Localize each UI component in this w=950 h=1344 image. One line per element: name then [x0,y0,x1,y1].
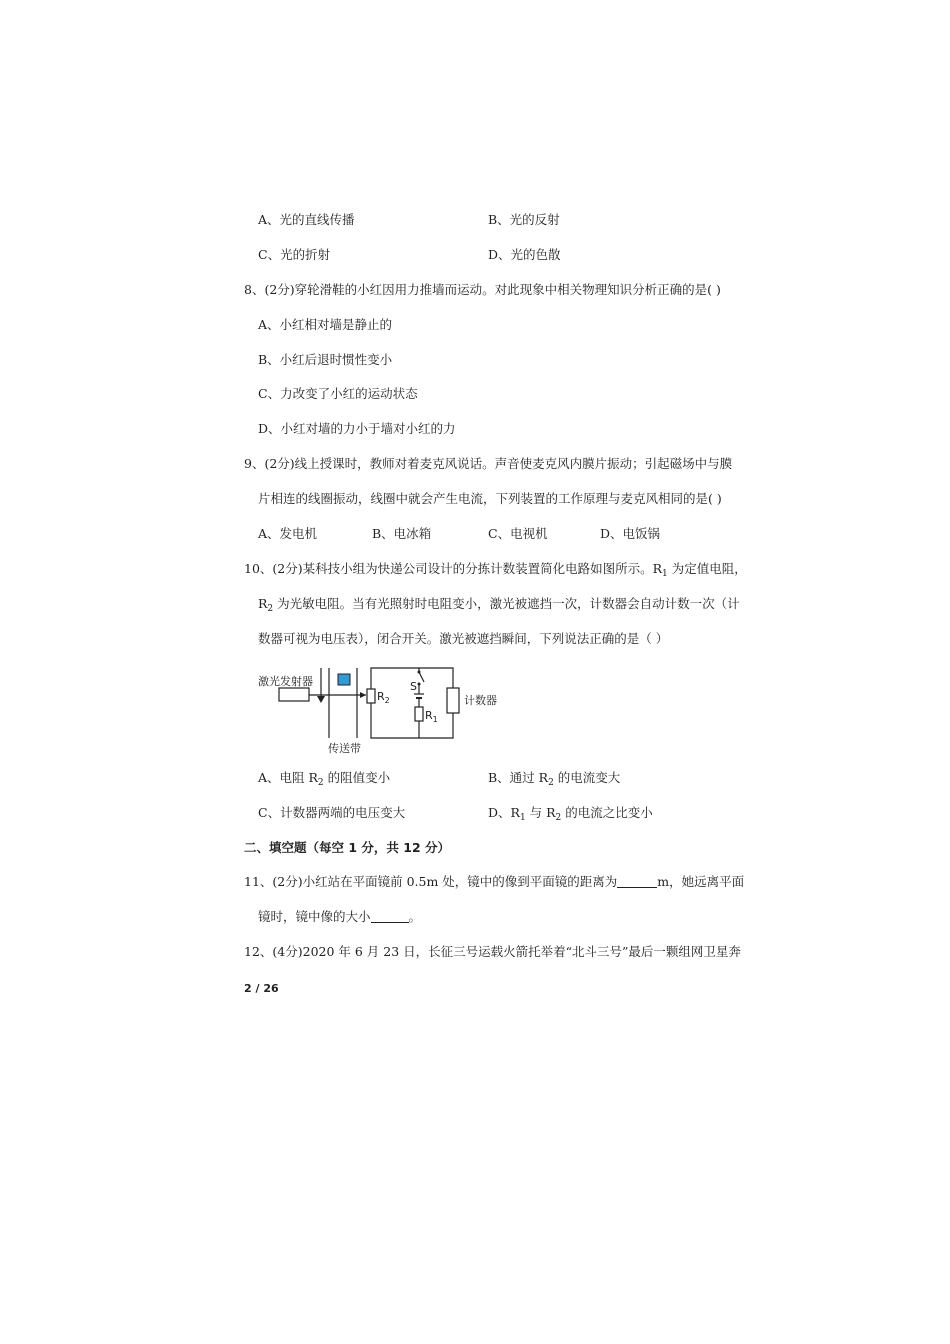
light-arrow-icon [317,696,325,703]
counter-label: 计数器 [464,694,497,707]
counter-box [447,688,459,713]
q9-stem-line2: 片相连的线圈振动，线圈中就会产生电流，下列装置的工作原理与麦克风相同的是( ) [258,491,722,506]
conveyor-belt-label: 传送带 [328,742,361,755]
r2-label: $R_2$ [377,690,390,705]
q7-option-b: B、光的反射 [488,212,560,227]
q8-option-b: B、小红后退时惯性变小 [258,352,393,367]
q10-option-b: B、通过 $R_2$ 的电流变大 [488,770,621,788]
q7-option-a: A、光的直线传播 [258,212,355,227]
q11-blank-1[interactable] [617,875,657,888]
q10-stem-line3: 数器可视为电压表），闭合开关。激光被遮挡瞬间，下列说法正确的是（ ） [258,631,669,646]
q8-option-a: A、小红相对墙是静止的 [258,317,393,332]
beam-arrow-icon [360,692,366,698]
q11-stem-line1: 11、(2分)小红站在平面镜前 0.5m 处，镜中的像到平面镜的距离为 m，她远离平面 [244,874,745,889]
q11-blank-2[interactable] [371,910,409,923]
q8-stem: 8、(2分)穿轮滑鞋的小红因用力推墙而运动。对此现象中相关物理知识分析正确的是( ) [244,282,721,297]
q10-stem-line1: 10、(2分)某科技小组为快递公司设计的分拣计数装置简化电路如图所示。$R_1$ 为定值电阻， [244,561,747,579]
q11-stem-line2: 镜时，镜中像的大小 。 [258,909,422,924]
laser-emitter-box [279,688,309,701]
q10-option-d: D、$R_1$ 与 $R_2$ 的电流之比变小 [488,805,653,823]
q7-option-c: C、光的折射 [258,247,331,262]
page-number: 2 / 26 [244,982,279,995]
switch-blade [419,672,424,682]
r1-resistor [415,707,423,721]
switch-label: S [410,680,417,693]
q10-option-c: C、计数器两端的电压变大 [258,805,406,820]
q8-option-c: C、力改变了小红的运动状态 [258,386,418,401]
q9-option-d: D、电饭锅 [600,526,661,541]
q9-option-a: A、发电机 [258,526,318,541]
q10-option-a: A、电阻 $R_2$ 的阻值变小 [258,770,391,788]
r2-resistor [367,689,375,703]
q12-stem-line1: 12、(4分)2020 年 6 月 23 日，长征三号运载火箭托举着“北斗三号”最后一颗组网卫星奔 [244,944,741,959]
q8-option-d: D、小红对墙的力小于墙对小红的力 [258,421,456,436]
r1-label: $R_1$ [425,709,438,724]
q7-option-d: D、光的色散 [488,247,561,262]
q9-option-b: B、电冰箱 [372,526,432,541]
circuit-bottom-wire [371,703,453,738]
laser-emitter-label: 激光发射器 [258,675,313,688]
q9-stem-line1: 9、(2分)线上授课时，教师对着麦克风说话。声音使麦克风内膜片振动；引起磁场中与膜 [244,456,733,471]
q9-option-c: C、电视机 [488,526,548,541]
q10-stem-line2: $R_2$ 为光敏电阻。当有光照射时电阻变小，激光被遮挡一次，计数器会自动计数一次（计 [258,596,740,614]
section-heading: 二、填空题（每空 1 分，共 12 分） [244,840,451,855]
package-icon [338,674,350,685]
circuit-diagram [256,660,516,760]
